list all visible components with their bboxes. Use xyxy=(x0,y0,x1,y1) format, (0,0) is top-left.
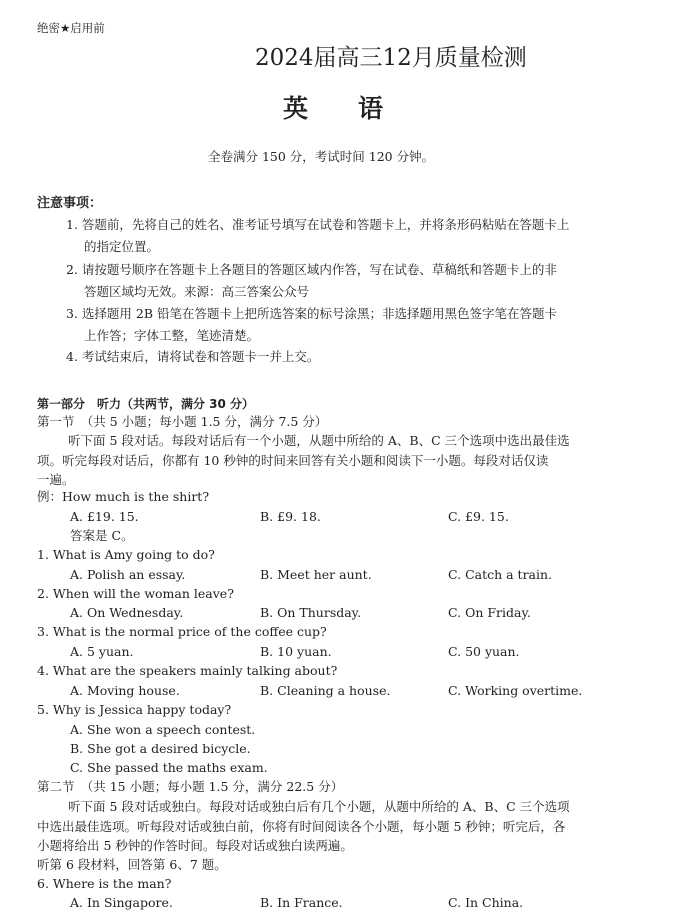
example-question: 例：How much is the shirt? xyxy=(37,489,210,504)
section2-heading: 第二节 （共 15 小题；每小题 1.5 分，满分 22.5 分） xyxy=(37,779,344,794)
section2-instructions: 小题将给出 5 秒钟的作答时间。每段对话或独白读两遍。 xyxy=(37,838,353,853)
q2-option-a: A. On Wednesday. xyxy=(70,605,184,620)
q3-option-b: B. 10 yuan. xyxy=(260,644,332,659)
q3-option-a: A. 5 yuan. xyxy=(70,644,134,659)
notice-heading: 注意事项： xyxy=(37,196,103,211)
q2-option-c: C. On Friday. xyxy=(448,605,531,620)
notice-line: 的指定位置。 xyxy=(84,239,160,254)
section1-instructions: 项。听完每段对话后，你都有 10 秒钟的时间来回答有关小题和阅读下一小题。每段对话仅读 xyxy=(37,453,549,468)
section1-instructions: 一遍。 xyxy=(37,472,75,487)
q6-option-b: B. In France. xyxy=(260,895,343,910)
section1-heading: 第一节 （共 5 小题；每小题 1.5 分，满分 7.5 分） xyxy=(37,414,328,429)
notice-line: 答题区域均无效。来源：高三答案公众号 xyxy=(84,284,310,299)
notice-line: 上作答；字体工整，笔迹清楚。 xyxy=(84,328,260,343)
exam-info: 全卷满分 150 分，考试时间 120 分钟。 xyxy=(208,149,435,164)
q5-option-a: A. She won a speech contest. xyxy=(70,722,256,737)
q3-option-c: C. 50 yuan. xyxy=(448,644,520,659)
q5-option-c: C. She passed the maths exam. xyxy=(70,760,268,775)
question-6: 6. Where is the man? xyxy=(37,876,172,891)
q5-option-b: B. She got a desired bicycle. xyxy=(70,741,251,756)
q4-option-b: B. Cleaning a house. xyxy=(260,683,391,698)
question-1: 1. What is Amy going to do? xyxy=(37,547,215,562)
q6-option-c: C. In China. xyxy=(448,895,524,910)
q6-option-a: A. In Singapore. xyxy=(70,895,173,910)
notice-line: 1. 答题前，先将自己的姓名、准考证号填写在试卷和答题卡上，并将条形码粘贴在答题卡上 xyxy=(66,217,570,232)
section1-instructions: 听下面 5 段对话。每段对话后有一个小题，从题中所给的 A、B、C 三个选项中选出最佳选 xyxy=(68,433,570,448)
question-5: 5. Why is Jessica happy today? xyxy=(37,702,232,717)
subject-title: 英 语 xyxy=(283,94,384,123)
example-option-c: C. £9. 15. xyxy=(448,509,509,524)
part1-heading: 第一部分 听力（共两节，满分 30 分） xyxy=(37,397,255,411)
material-note: 听第 6 段材料，回答第 6、7 题。 xyxy=(37,857,227,872)
q4-option-a: A. Moving house. xyxy=(70,683,180,698)
confidential-label: 绝密★启用前 xyxy=(37,21,105,35)
example-answer: 答案是 C。 xyxy=(70,528,134,543)
example-option-b: B. £9. 18. xyxy=(260,509,321,524)
section2-instructions: 听下面 5 段对话或独白。每段对话或独白后有几个小题，从题中所给的 A、B、C 三个选项 xyxy=(68,799,570,814)
notice-line: 2. 请按题号顺序在答题卡上各题目的答题区域内作答，写在试卷、草稿纸和答题卡上的非 xyxy=(66,262,557,277)
notice-line: 4. 考试结束后，请将试卷和答题卡一并上交。 xyxy=(66,349,320,364)
question-2: 2. When will the woman leave? xyxy=(37,586,234,601)
q1-option-a: A. Polish an essay. xyxy=(70,567,186,582)
example-option-a: A. £19. 15. xyxy=(70,509,139,524)
question-4: 4. What are the speakers mainly talking about? xyxy=(37,663,338,678)
question-3: 3. What is the normal price of the coffee cup? xyxy=(37,624,327,639)
q4-option-c: C. Working overtime. xyxy=(448,683,583,698)
exam-title: 2024届高三12月质量检测 xyxy=(255,45,527,71)
q1-option-c: C. Catch a train. xyxy=(448,567,553,582)
q1-option-b: B. Meet her aunt. xyxy=(260,567,372,582)
q2-option-b: B. On Thursday. xyxy=(260,605,362,620)
section2-instructions: 中选出最佳选项。听每段对话或独白前，你将有时间阅读各个小题，每小题 5 秒钟；听完后，各 xyxy=(37,819,566,834)
notice-line: 3. 选择题用 2B 铅笔在答题卡上把所选答案的标号涂黑；非选择题用黑色签字笔在答题卡 xyxy=(66,306,557,321)
